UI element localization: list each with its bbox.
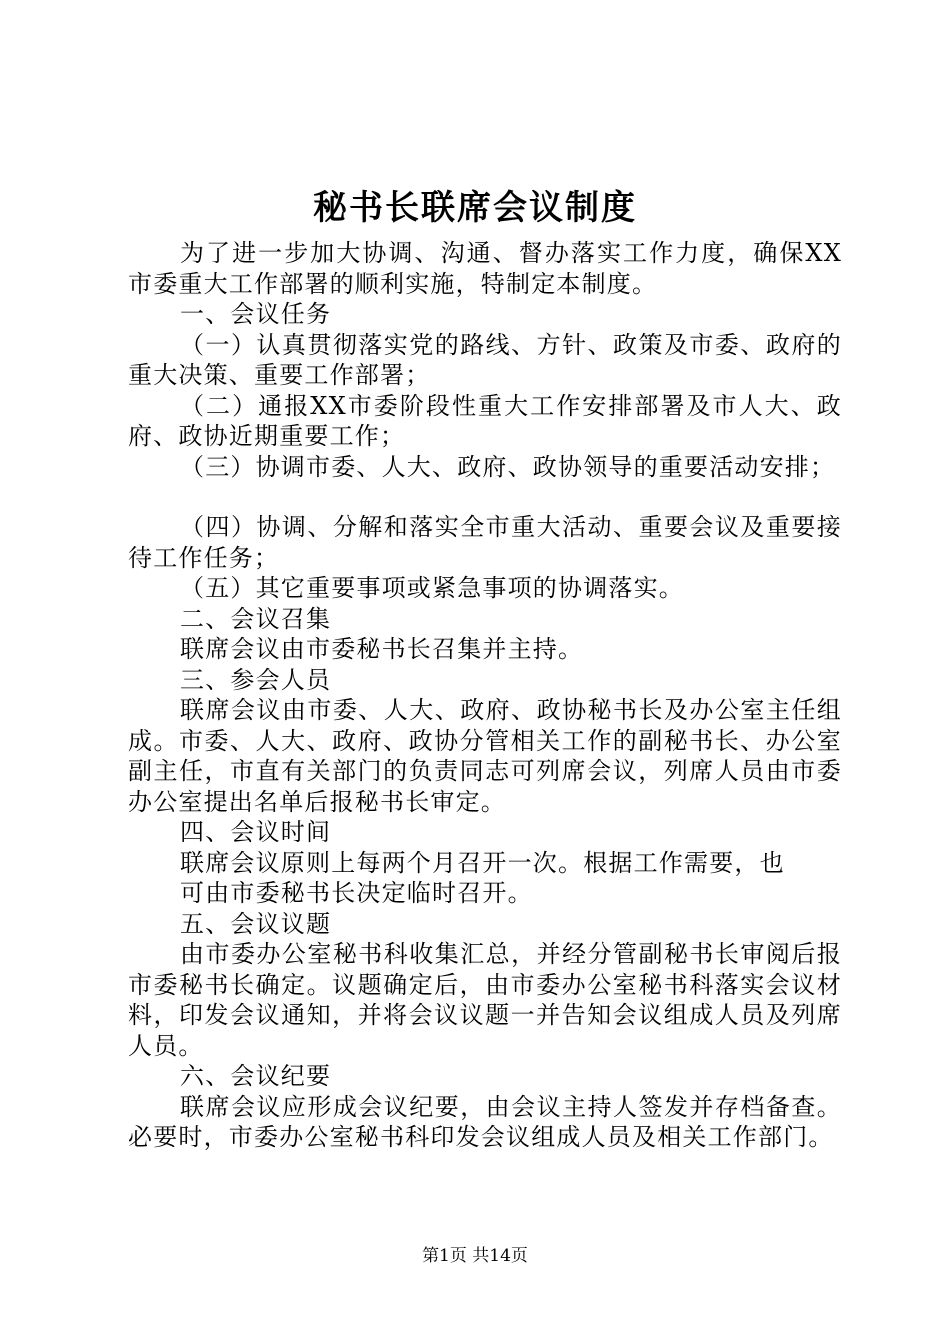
document-title: 秘书长联席会议制度	[313, 188, 637, 228]
topics-paragraph: 由市委办公室秘书科收集汇总，并经分管副秘书长审阅后报市委秘书长确定。议题确定后，由市委办公室秘书科落实会议材料，印发会议通知，并将会议议题一并告知会议组成人员及列席人员。	[128, 940, 842, 1060]
task-item-4: （四）协调、分解和落实全市重大活动、重要会议及重要接待工作任务；	[128, 513, 842, 572]
minutes-paragraph: 联席会议应形成会议纪要，由会议主持人签发并存档备查。必要时，市委办公室秘书科印发会议组成人员及相关工作部门。	[128, 1092, 842, 1151]
section-heading-tasks: 一、会议任务	[180, 300, 332, 328]
page-number-footer: 第1页 共14页	[422, 1246, 528, 1266]
section-heading-attendees: 三、参会人员	[180, 665, 332, 694]
attendees-paragraph: 联席会议由市委、人大、政府、政协秘书长及办公室主任组成。市委、人大、政府、政协分管相关工作的副秘书长、办公室副主任，市直有关部门的负责同志可列席会议，列席人员由市委办公室提出名单后报秘书长审定。	[128, 696, 842, 816]
task-item-1: （一）认真贯彻落实党的路线、方针、政策及市委、政府的重大决策、重要工作部署；	[128, 330, 842, 389]
time-paragraph-line-1: 联席会议原则上每两个月召开一次。根据工作需要，也	[180, 848, 785, 877]
section-heading-convening: 二、会议召集	[180, 604, 332, 633]
intro-paragraph: 为了进一步加大协调、沟通、督办落实工作力度，确保XX市委重大工作部署的顺利实施，特制定本制度。	[128, 239, 842, 298]
time-paragraph-line-2: 可由市委秘书长决定临时召开。	[180, 879, 533, 907]
document-body	[128, 238, 842, 1153]
task-item-5: （五）其它重要事项或紧急事项的协调落实。	[180, 574, 684, 602]
task-item-3: （三）协调市委、人大、政府、政协领导的重要活动安排；	[180, 452, 836, 481]
section-heading-minutes: 六、会议纪要	[180, 1062, 332, 1090]
section-heading-time: 四、会议时间	[180, 818, 332, 846]
section-heading-topics: 五、会议议题	[180, 909, 332, 938]
convening-paragraph: 联席会议由市委秘书长召集并主持。	[180, 635, 584, 663]
task-item-2: （二）通报XX市委阶段性重大工作安排部署及市人大、政府、政协近期重要工作；	[128, 391, 842, 450]
